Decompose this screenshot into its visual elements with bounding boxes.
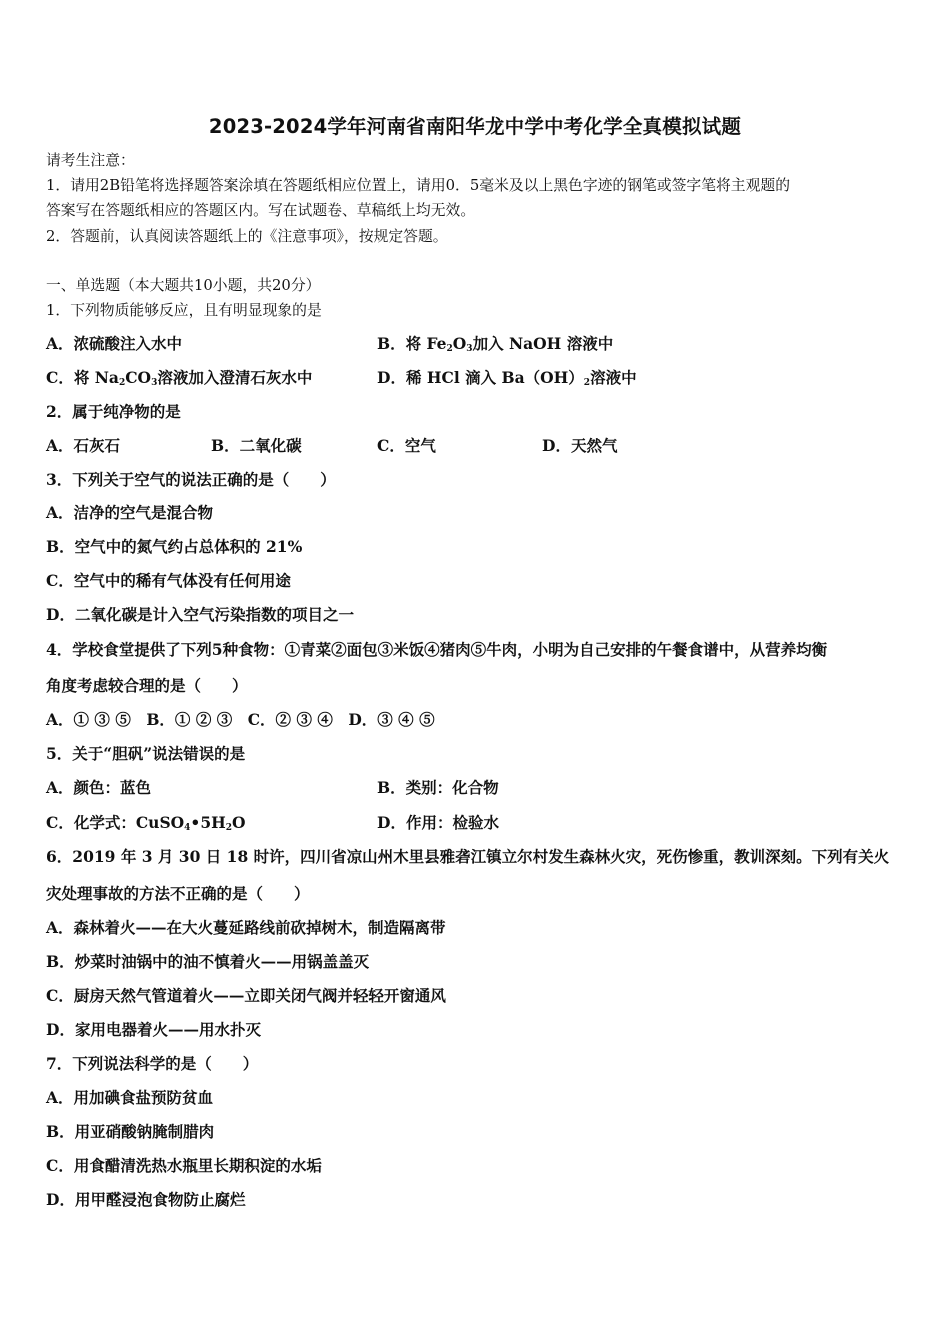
- q5-option-a: A．颜色：蓝色: [46, 778, 152, 797]
- q5-option-c: C．化学式：$CuSO_4•5H_2O$: [46, 813, 246, 833]
- q1-option-d: D．稀 HCl 滴入 $Ba(OH)_2$溶液中: [377, 368, 637, 388]
- q1-option-a: A．浓硫酸注入水中: [46, 334, 183, 353]
- q2-option-c: C．空气: [377, 436, 436, 455]
- q6-option-b: B．炒菜时油锅中的油不慎着火——用锅盖盖灭: [46, 952, 370, 971]
- q4-stem-line-1: 4．学校食堂提供了下列5种食物：①青菜②面包③米饭④猪肉⑤牛肉，小明为自己安排的午餐食谱中，从营养均衡: [46, 640, 828, 659]
- q2-option-b: B．二氧化碳: [211, 436, 302, 455]
- page-title: 2023-2024学年河南省南阳华龙中学中考化学全真模拟试题: [208, 115, 742, 138]
- notice-heading: 请考生注意：: [46, 152, 135, 169]
- q2-stem: 2．属于纯净物的是: [46, 402, 181, 421]
- notice-line-2: 答案写在答题纸相应的答题区内。写在试题卷、草稿纸上均无效。: [46, 202, 476, 219]
- q4-options: A．① ③ ⑤ B．① ② ③ C．② ③ ④ D．③ ④ ⑤: [46, 710, 435, 729]
- q5-option-d: D．作用：检验水: [377, 813, 499, 832]
- q7-option-d: D．用甲醛浸泡食物防止腐烂: [46, 1190, 246, 1209]
- q5-option-b: B．类别：化合物: [377, 778, 499, 797]
- q4-stem-line-2: 角度考虑较合理的是（ ）: [46, 676, 248, 695]
- q6-option-c: C．厨房天然气管道着火——立即关闭气阀并轻轻开窗通风: [46, 986, 446, 1005]
- q3-option-d: D．二氧化碳是计入空气污染指数的项目之一: [46, 605, 354, 624]
- q5-stem: 5．关于“胆矾”说法错误的是: [46, 744, 246, 763]
- section-heading: 一、单选题（本大题共10小题，共20分）: [46, 277, 321, 294]
- notice-line-3: 2．答题前，认真阅读答题纸上的《注意事项》，按规定答题。: [46, 228, 448, 245]
- q7-option-c: C．用食醋清洗热水瓶里长期积淀的水垢: [46, 1156, 322, 1175]
- q6-stem-line-1: 6．2019 年 3 月 30 日 18 时许，四川省凉山州木里县雅砻江镇立尔村发生森林火灾，死伤惨重，教训深刻。下列有关火: [46, 847, 890, 866]
- q6-option-a: A．森林着火——在大火蔓延路线前砍掉树木，制造隔离带: [46, 918, 446, 937]
- q7-option-a: A．用加碘食盐预防贫血: [46, 1088, 214, 1107]
- q7-option-b: B．用亚硝酸钠腌制腊肉: [46, 1122, 215, 1141]
- q7-stem: 7．下列说法科学的是（ ）: [46, 1054, 259, 1073]
- q2-option-a: A．石灰石: [46, 436, 121, 455]
- q3-option-b: B．空气中的氮气约占总体积的 21%: [46, 537, 303, 556]
- q3-option-c: C．空气中的稀有气体没有任何用途: [46, 571, 291, 590]
- q2-option-d: D．天然气: [542, 436, 618, 455]
- q3-option-a: A．洁净的空气是混合物: [46, 503, 214, 522]
- q6-option-d: D．家用电器着火——用水扑灭: [46, 1020, 261, 1039]
- q1-option-c: C．将 $Na_2CO_3$溶液加入澄清石灰水中: [46, 368, 313, 388]
- q1-option-b: B．将 $Fe_2O_3$加入 NaOH 溶液中: [377, 334, 614, 354]
- q6-stem-line-2: 灾处理事故的方法不正确的是（ ）: [46, 884, 310, 903]
- q1-stem: 1．下列物质能够反应，且有明显现象的是: [46, 302, 322, 319]
- notice-line-1: 1．请用2B铅笔将选择题答案涂填在答题纸相应位置上，请用0．5毫米及以上黑色字迹的钢笔或签字笔将主观题的: [46, 177, 790, 194]
- q3-stem: 3．下列关于空气的说法正确的是（ ）: [46, 470, 336, 489]
